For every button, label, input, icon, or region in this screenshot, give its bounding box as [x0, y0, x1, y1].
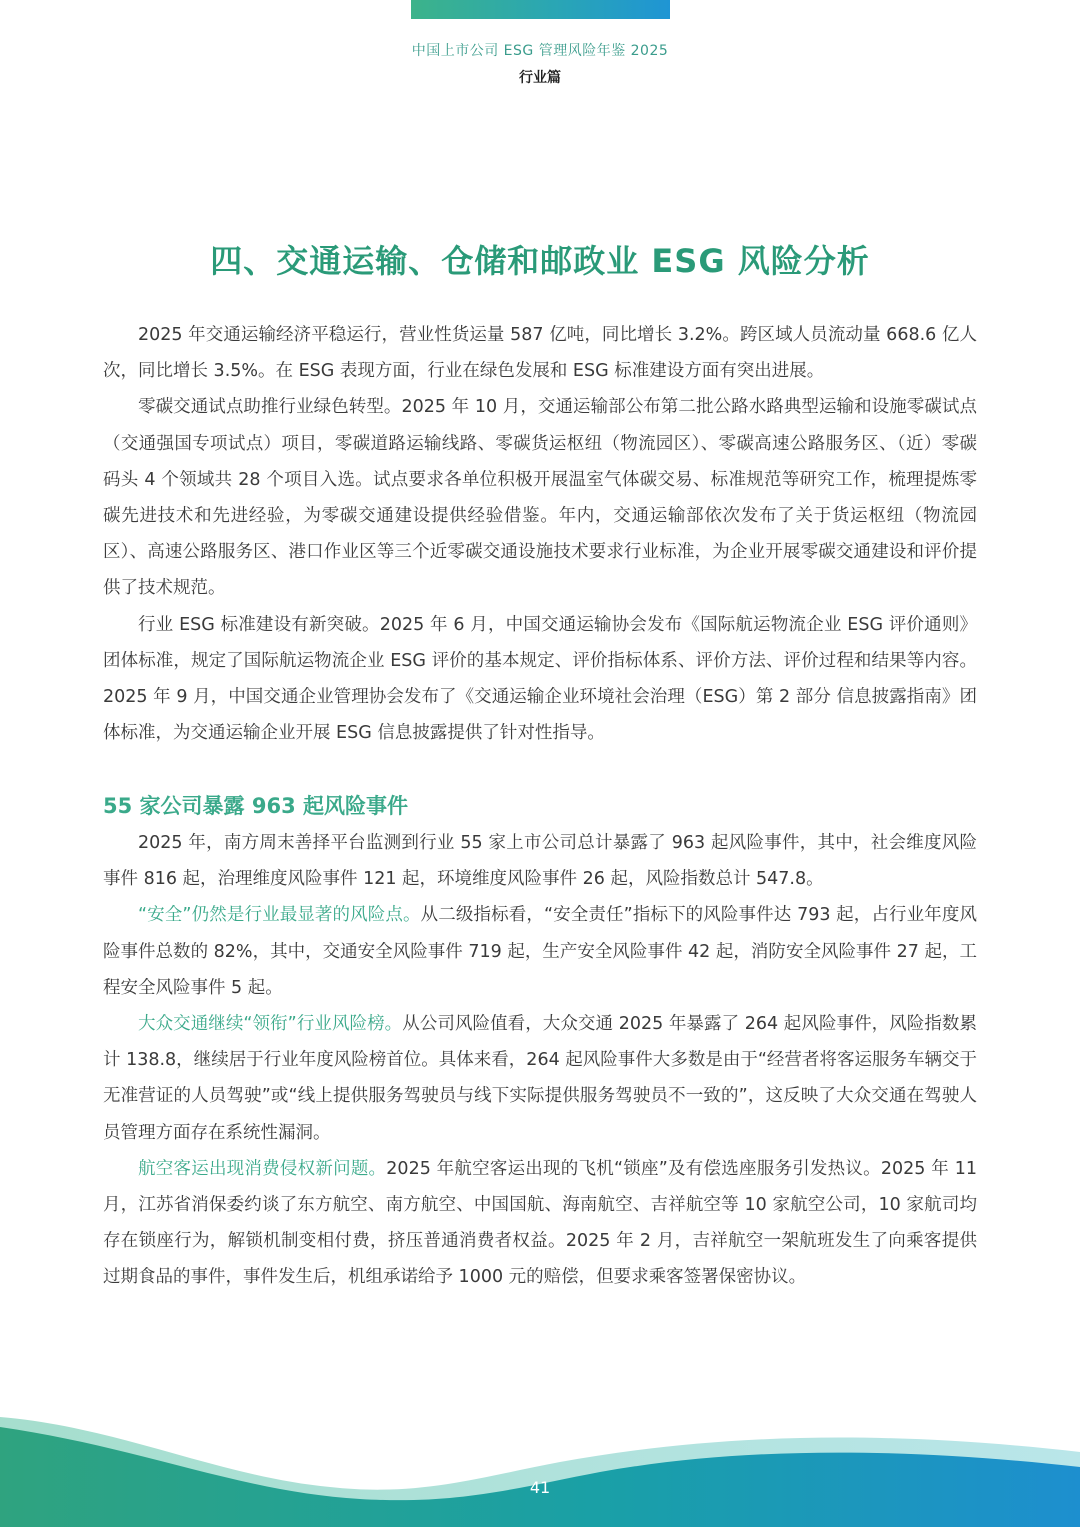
- intro-text: [103, 317, 977, 751]
- highlight-text: 2025 年航空客运出现的飞机“锁座”及有偿选座服务引发热议。2025 年 11 月，江苏省消保委约谈了东方航空、南方航空、中国国航、海南航空、吉祥航空等 10 家航空公司，10 家航司均存在锁座行为，解锁机制变相付费，挤压普通消费者权益。2025 年 2 月，吉祥航空一架航班发生了向乘客提供过期食品的事件，事件发生后，机组承诺给予 1000 元的赔偿，但要求乘客签署保密协议。: [103, 1158, 977, 1288]
- highlight-paragraph: [103, 897, 977, 1006]
- intro-paragraph: 2025 年交通运输经济平稳运行，营业性货运量 587 亿吨，同比增长 3.2%。跨区域人员流动量 668.6 亿人次，同比增长 3.5%。在 ESG 表现方面，行业在绿色发展和 ESG 标准建设方面有突出进展。: [103, 325, 977, 382]
- top-accent-bar: [411, 0, 670, 19]
- page-title: 四、交通运输、仓储和邮政业 ESG 风险分析: [210, 242, 870, 280]
- footer-wave: [0, 1417, 1080, 1527]
- highlight-text: 从二级指标看，“安全责任”指标下的风险事件达 793 起，占行业年度风险事件总数的 82%，其中，交通安全风险事件 719 起，生产安全风险事件 42 起，消防安全风险事件 27 起，工程安全风险事件 5 起。: [103, 905, 977, 998]
- section-title: 55 家公司暴露 963 起风险事件: [103, 794, 408, 818]
- highlight-lead: 大众交通继续“领衔”行业风险榜。: [138, 1014, 403, 1035]
- highlight-lead: “安全”仍然是行业最显著的风险点。: [138, 905, 421, 926]
- report-title: 中国上市公司 ESG 管理风险年鉴 2025: [411, 43, 669, 59]
- highlight-lead: 航空客运出现消费侵权新问题。: [138, 1158, 387, 1179]
- summary-paragraph: 2025 年，南方周末善择平台监测到行业 55 家上市公司总计暴露了 963 起风险事件，其中，社会维度风险事件 816 起，治理维度风险事件 121 起，环境维度风险事件 26 起，风险指数总计 547.8。: [103, 833, 977, 890]
- intro-paragraph: 零碳交通试点助推行业绿色转型。2025 年 10 月，交通运输部公布第二批公路水路典型运输和设施零碳试点（交通强国专项试点）项目，零碳道路运输线路、零碳货运枢纽（物流园区）、零碳高速公路服务区、（近）零碳码头 4 个领域共 28 个项目入选。试点要求各单位积极开展温室气体碳交易、标准规范等研究工作，梳理提炼零碳先进技术和先进经验，为零碳交通建设提供经验借鉴。年内，交通运输部依次发布了关于货运枢纽（物流园区）、高速公路服务区、港口作业区等三个近零碳交通设施技术要求行业标准，为企业开展零碳交通建设和评价提供了技术规范。: [103, 397, 977, 599]
- section-label: 行业篇: [519, 70, 561, 86]
- highlight-paragraph: [103, 1006, 977, 1151]
- highlight-text: 从公司风险值看，大众交通 2025 年暴露了 264 起风险事件，风险指数累计 138.8，继续居于行业年度风险榜首位。具体来看，264 起风险事件大多数是由于“经营者将客运服务车辆交于无准营证的人员驾驶”或“线上提供服务驾驶员与线下实际提供服务驾驶员不一致的”，这反映了大众交通在驾驶人员管理方面存在系统性漏洞。: [103, 1014, 977, 1143]
- page-number: 41: [529, 1478, 551, 1497]
- section-text: [103, 825, 977, 1296]
- intro-paragraph: 行业 ESG 标准建设有新突破。2025 年 6 月，中国交通运输协会发布《国际航运物流企业 ESG 评价通则》团体标准，规定了国际航运物流企业 ESG 评价的基本规定、评价指标体系、评价方法、评价过程和结果等内容。2025 年 9 月，中国交通企业管理协会发布了《交通运输企业环境社会治理（ESG）第 2 部分 信息披露指南》团体标准，为交通运输企业开展 ESG 信息披露提供了针对性指导。: [103, 614, 977, 744]
- highlight-paragraph: [103, 1151, 977, 1296]
